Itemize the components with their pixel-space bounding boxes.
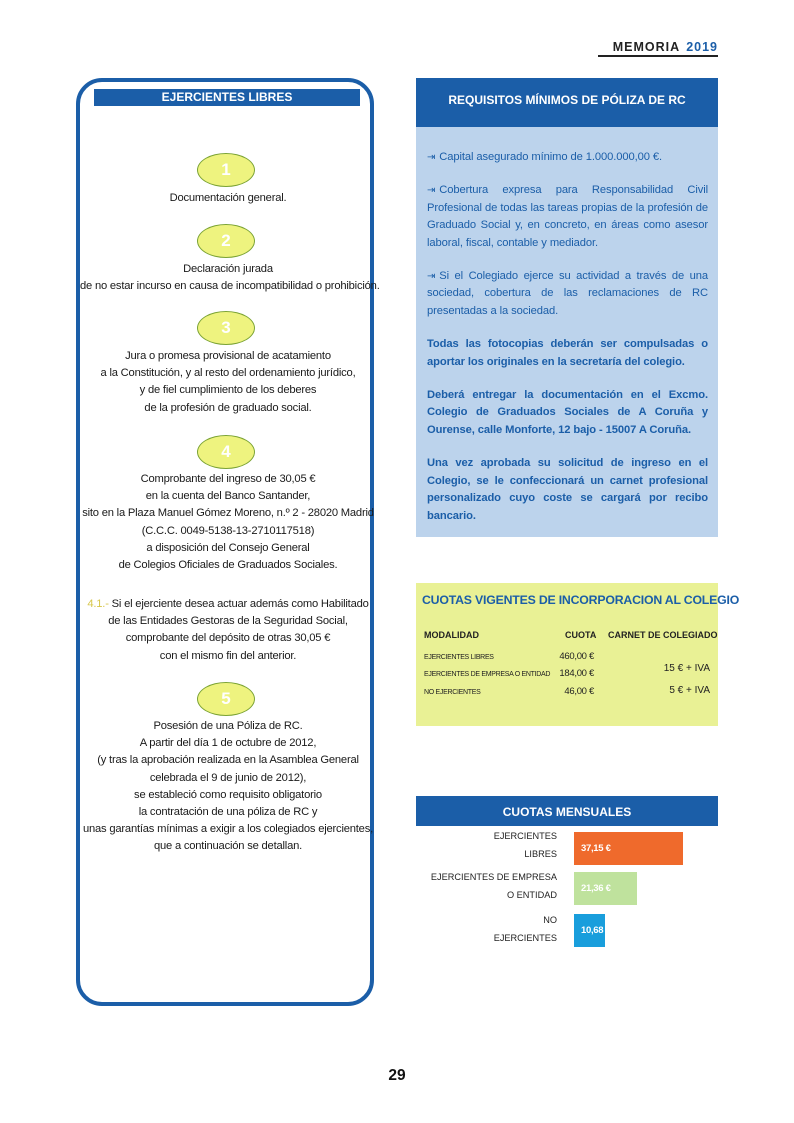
step-text-line: la contratación de una póliza de RC y [138, 806, 318, 819]
report-year: 2019 [686, 40, 718, 54]
step-1-badge [197, 153, 255, 187]
step-text-line: celebrada el 9 de junio de 2012), [149, 771, 307, 784]
rc-bullet-text: Cobertura expresa para Responsabilidad Civil Profesional de todas las tareas propias de la profesión de Graduado Social y, en concreto, en áreas como asesor laboral, fiscal, contable y mediador. [427, 184, 708, 249]
step-5-text [80, 718, 376, 856]
column-header-cuota: CUOTA [565, 630, 597, 640]
step-text-line: Posesión de una Póliza de RC. [153, 720, 303, 732]
arrow-bullet-icon: ⇥ [427, 152, 436, 163]
step-text-line: Documentación general. [169, 192, 287, 204]
step-text-line: A partir del día 1 de octubre de 2012, [139, 737, 317, 750]
rc-note: Todas las fotocopias deberán ser compulsadas o aportar los originales en la secretaría del colegio. [427, 338, 708, 368]
step-text-line: de no estar incurso en causa de incompatibilidad o prohibición. [80, 280, 380, 293]
report-title: MEMORIA [612, 40, 681, 54]
chart-category-label [494, 828, 557, 863]
column-header-carnet: CARNET DE COLEGIADO [608, 630, 718, 640]
bar-value-label: 10,68 € [581, 925, 611, 936]
chart-category-label [431, 869, 557, 904]
step-text-line: Declaración jurada [183, 263, 273, 275]
note-line: con el mismo fin del anterior. [159, 649, 297, 662]
fee-row-cuota: 184,00 € [559, 668, 594, 679]
rc-bullet-text: Capital asegurado mínimo de 1.000.000,00 €. [439, 151, 662, 163]
incorporation-fees-box [416, 583, 740, 726]
fee-row-modalidad: NO EJERCIENTES [424, 689, 481, 696]
step-text-line: en la cuenta del Banco Santander, [145, 490, 311, 503]
chart-category-line: EJERCIENTES DE EMPRESA [430, 872, 557, 882]
report-header [613, 40, 718, 54]
bar-value-label: 21,36 € [581, 883, 611, 894]
step-5-badge [197, 682, 255, 716]
note-line: comprobante del depósito de otras 30,05 € [125, 632, 331, 645]
step-4-1-note [80, 596, 376, 665]
bar-value-label: 37,15 € [581, 843, 611, 854]
rc-note: Una vez aprobada su solicitud de ingreso en el Colegio, se le confeccionará un carnet profesional personalizado cuyo coste se cargará por recibo bancario. [427, 457, 708, 522]
rc-bullet [427, 268, 708, 320]
rc-bullet-text: Si el Colegiado ejerce su actividad a través de una sociedad, cobertura de las reclamaciones de RC presentadas a la sociedad. [427, 270, 708, 317]
step-text-line: unas garantías mínimas a exigir a los colegiados ejercientes, [82, 823, 374, 836]
fee-row-cuota: 46,00 € [564, 686, 594, 697]
step-text-line: a la Constitución, y al resto del ordenamiento jurídico, [100, 367, 356, 380]
step-text-line: y de fiel cumplimiento de los deberes [139, 384, 317, 397]
step-text-line: se estableció como requisito obligatorio [134, 788, 322, 801]
carnet-fee: 5 € + IVA [669, 685, 710, 696]
chart-category-line: EJERCIENTES [493, 932, 557, 943]
fee-row-modalidad: EJERCIENTES DE EMPRESA O ENTIDAD [424, 671, 551, 678]
monthly-fee-bar [574, 832, 683, 865]
rc-requirements-body [416, 127, 718, 537]
arrow-bullet-icon: ⇥ [427, 185, 436, 197]
header-divider [598, 55, 718, 57]
chart-category-line: O ENTIDAD [506, 889, 557, 900]
monthly-fees-title: CUOTAS MENSUALES [416, 796, 718, 826]
step-text-line: de la profesión de graduado social. [144, 401, 312, 414]
monthly-fee-bar [574, 914, 611, 947]
note-line: de las Entidades Gestoras de la Seguridad Social, [108, 615, 348, 628]
step-number: 5 [221, 689, 231, 708]
monthly-fee-bar [574, 872, 637, 905]
incorporation-fees-title: CUOTAS VIGENTES DE INCORPORACION AL COLEGIO [422, 593, 740, 607]
chart-category-line: NO [543, 915, 557, 925]
step-text-line: (y tras la aprobación realizada en la Asamblea General [97, 754, 359, 767]
step-4-text [80, 471, 376, 574]
note-line [80, 596, 376, 613]
note-number: 4.1.- [87, 598, 109, 610]
left-panel-title: EJERCIENTES LIBRES [94, 89, 360, 106]
step-text-line: sito en la Plaza Manuel Gómez Moreno, n.º 2 - 28020 Madrid [82, 507, 374, 520]
step-text-line: Jura o promesa provisional de acatamiento [125, 350, 331, 362]
chart-category-line: LIBRES [524, 848, 557, 859]
column-header-modalidad: MODALIDAD [424, 630, 479, 640]
note-line-text: Si el ejerciente desea actuar además como Habilitado [111, 598, 369, 610]
fee-row-modalidad: EJERCIENTES LIBRES [424, 654, 494, 661]
rc-requirements-title: REQUISITOS MÍNIMOS DE PÓLIZA DE RC [416, 78, 718, 127]
arrow-bullet-icon: ⇥ [427, 271, 436, 283]
step-4-badge [197, 435, 255, 469]
step-3-badge [197, 311, 255, 345]
step-number: 2 [221, 231, 231, 250]
step-2-badge [197, 224, 255, 258]
step-text-line: que a continuación se detallan. [153, 840, 303, 853]
step-2-text [80, 261, 380, 295]
rc-bullet [427, 149, 708, 166]
step-text-line: de Colegios Oficiales de Graduados Sociales. [118, 559, 338, 572]
step-text-line: a disposición del Consejo General [146, 541, 310, 554]
step-text-line: (C.C.C. 0049-5138-13-2710117518) [141, 524, 315, 537]
step-number: 3 [221, 318, 231, 337]
step-1-text [80, 190, 376, 207]
chart-category-line: EJERCIENTES [493, 831, 557, 841]
page-number: 29 [388, 1067, 406, 1084]
step-text-line: Comprobante del ingreso de 30,05 € [140, 473, 316, 485]
step-number: 4 [221, 442, 231, 461]
rc-note: Deberá entregar la documentación en el Excmo. Colegio de Graduados Sociales de A Coruña y Ourense, calle Monforte, 12 bajo - 15007 A Coruña. [427, 389, 708, 436]
step-number: 1 [221, 160, 231, 179]
rc-bullet [427, 182, 708, 252]
step-3-text [80, 348, 376, 417]
carnet-fee: 15 € + IVA [663, 663, 710, 674]
fee-row-cuota: 460,00 € [559, 651, 594, 662]
chart-category-label [494, 912, 557, 947]
